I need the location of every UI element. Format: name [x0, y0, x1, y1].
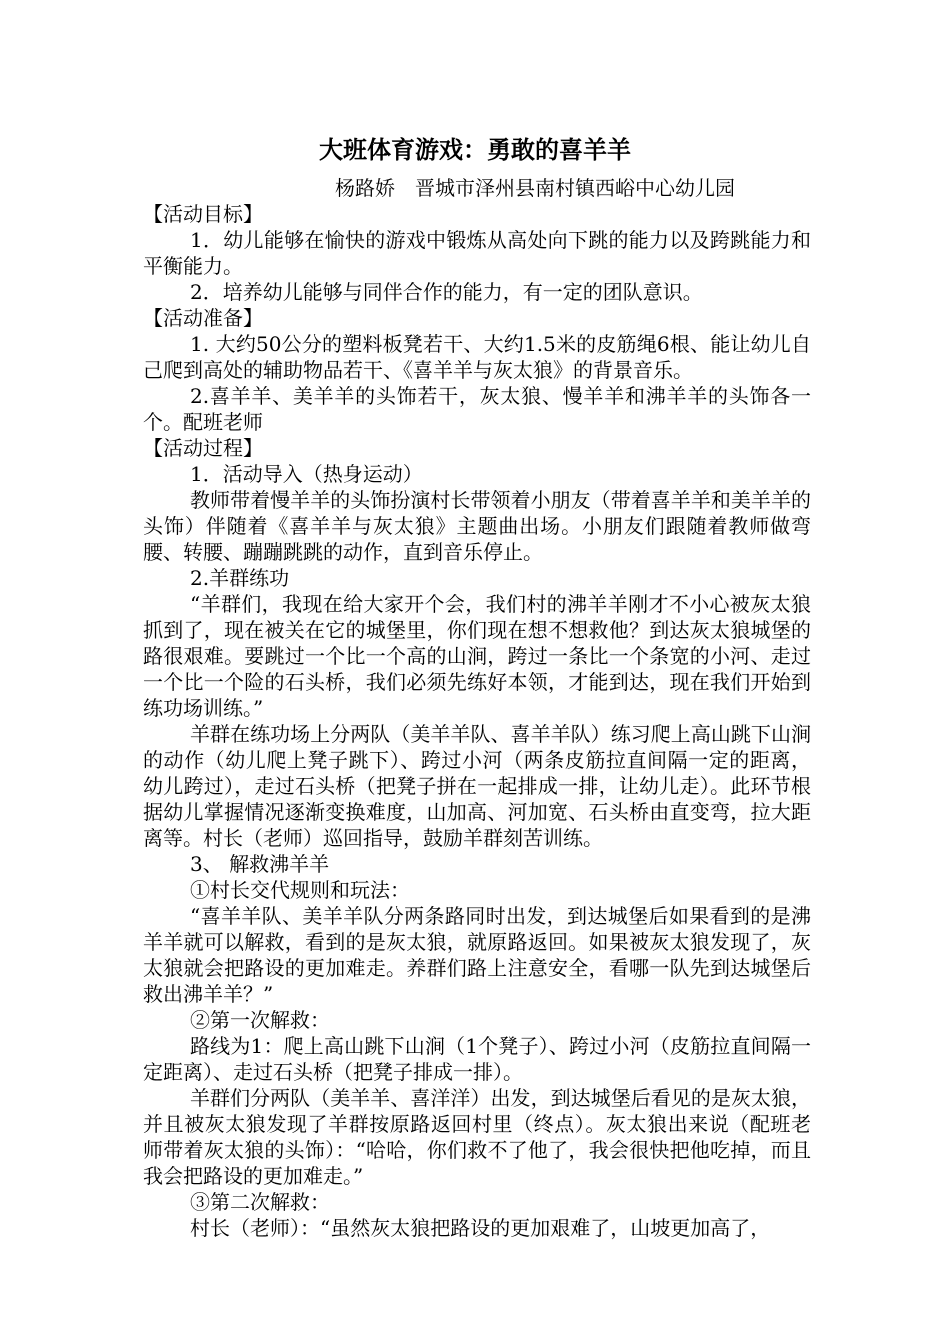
paragraph: 2.羊群练功 — [190, 566, 290, 590]
paragraph: 2.喜羊羊、美羊羊的头饰若干，灰太狼、慢羊羊和沸羊羊的头饰各一个。配班老师 — [143, 384, 811, 434]
paragraph: “喜羊羊队、美羊羊队分两条路同时出发，到达城堡后如果看到的是沸羊羊就可以解救，看到的是灰太狼，就原路返回。如果被灰太狼发现了，灰太狼就会把路设的更加难走。养群们路上注意安全，看哪一队先到达城堡后救出沸羊羊？” — [143, 904, 811, 1006]
paragraph: 羊群们分两队（美羊羊、喜洋洋）出发，到达城堡后看见的是灰太狼，并且被灰太狼发现了羊群按原路返回村里（终点）。灰太狼出来说（配班老师带着灰太狼的头饰）：“哈哈，你们救不了他了，我会很快把他吃掉，而且我会把路设的更加难走。” — [143, 1086, 811, 1188]
paragraph: 村长（老师）：“虽然灰太狼把路设的更加艰难了，山坡更加高了， — [190, 1216, 771, 1240]
section-heading-process: 【活动过程】 — [143, 436, 263, 460]
paragraph: 路线为1：爬上高山跳下山涧（1个凳子）、跨过小河（皮筋拉直间隔一定距离）、走过石头桥（把凳子排成一排）。 — [143, 1034, 811, 1084]
paragraph: “羊群们，我现在给大家开个会，我们村的沸羊羊刚才不小心被灰太狼抓到了，现在被关在它的城堡里，你们现在想不想救他？到达灰太狼城堡的路很艰难。要跳过一个比一个高的山涧，跨过一条比一个条宽的小河、走过一个比一个险的石头桥，我们必须先练好本领，才能到达，现在我们开始到练功场训练。” — [143, 592, 811, 720]
paragraph: ②第一次解救： — [190, 1008, 330, 1032]
paragraph: 2．培养幼儿能够与同伴合作的能力，有一定的团队意识。 — [190, 280, 703, 304]
paragraph: 1．活动导入（热身运动） — [190, 462, 423, 486]
paragraph: 1. 大约50公分的塑料板凳若干、大约1.5米的皮筋绳6根、能让幼儿自己爬到高处的辅助物品若干、《喜羊羊与灰太狼》的背景音乐。 — [143, 332, 811, 382]
paragraph: 1．幼儿能够在愉快的游戏中锻炼从高处向下跳的能力以及跨跳能力和平衡能力。 — [143, 228, 811, 278]
document-title: 大班体育游戏：勇敢的喜羊羊 — [319, 136, 631, 164]
paragraph: ③第二次解救： — [190, 1190, 330, 1214]
section-heading-preparation: 【活动准备】 — [143, 306, 263, 330]
document-body — [143, 201, 811, 1241]
author-line: 杨路娇 晋城市泽州县南村镇西峪中心幼儿园 — [335, 176, 735, 200]
paragraph: 3、 解救沸羊羊 — [190, 852, 330, 876]
paragraph: 羊群在练功场上分两队（美羊羊队、喜羊羊队）练习爬上高山跳下山涧的动作（幼儿爬上凳子跳下）、跨过小河（两条皮筋拉直间隔一定的距离，幼儿跨过），走过石头桥（把凳子拼在一起排成一排，让幼儿走）。此环节根据幼儿掌握情况逐渐变换难度，山加高、河加宽、石头桥由直变弯，拉大距离等。村长（老师）巡回指导，鼓励羊群刻苦训练。 — [143, 722, 811, 850]
section-heading-goals: 【活动目标】 — [143, 202, 263, 226]
paragraph: 教师带着慢羊羊的头饰扮演村长带领着小朋友（带着喜羊羊和美羊羊的头饰）伴随着《喜羊羊与灰太狼》主题曲出场。小朋友们跟随着教师做弯腰、转腰、蹦蹦跳跳的动作，直到音乐停止。 — [143, 488, 811, 564]
paragraph: ①村长交代规则和玩法： — [190, 878, 410, 902]
